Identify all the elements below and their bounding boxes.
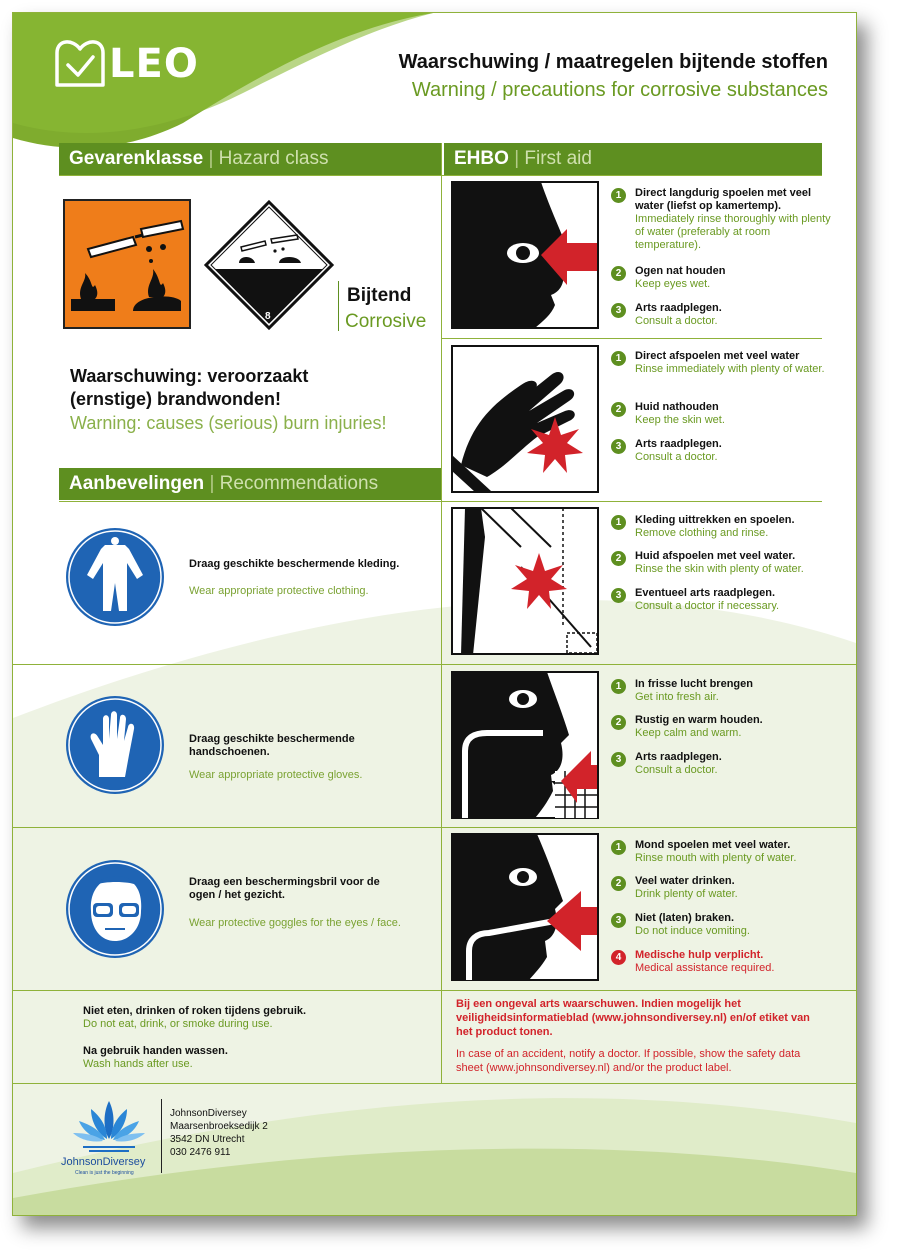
accident-notice-en: In case of an accident, notify a doctor. If possible, show the safety data sheet (www.johnsondiversey.nl) and/or the product label. xyxy=(456,1048,801,1074)
recommendations-band: Aanbevelingen | Recommendations xyxy=(59,468,441,500)
leo-logo-text: LEO xyxy=(109,41,199,87)
divider xyxy=(13,990,856,991)
first-aid-step: 3 Arts raadplegen. Consult a doctor. xyxy=(611,751,831,777)
recommendation-3-en: Wear protective goggles for the eyes / face. xyxy=(189,917,401,929)
recommendation-1-nl: Draag geschikte beschermende kleding. xyxy=(189,558,400,570)
divider xyxy=(59,501,822,502)
first-aid-step: 1 Direct langdurig spoelen met veel water (liefst op kamertemp). Immediately rinse thoroughly with plenty of water (preferably at room temperature). xyxy=(611,187,831,252)
recommendation-3-nl: Draag een beschermingsbril voor de ogen / het gezicht. xyxy=(189,876,380,901)
first-aid-step: 3 Arts raadplegen. Consult a doctor. xyxy=(611,302,831,328)
skin-contact-hand-icon xyxy=(451,345,599,493)
divider xyxy=(338,281,339,331)
recommendation-2-en: Wear appropriate protective gloves. xyxy=(189,769,363,781)
first-aid-step: 3 Eventueel arts raadplegen. Consult a doctor if necessary. xyxy=(611,587,831,613)
recommendation-1-en: Wear appropriate protective clothing. xyxy=(189,585,369,597)
inhalation-icon xyxy=(451,671,599,819)
rule-wash-hands-nl: Na gebruik handen wassen. xyxy=(83,1045,228,1057)
divider xyxy=(59,175,822,176)
divider xyxy=(441,338,822,339)
hazard-class-en: Corrosive xyxy=(345,311,427,332)
first-aid-step: 1 In frisse lucht brengen Get into fresh air. xyxy=(611,678,831,704)
diamond-class-number: 8 xyxy=(265,311,271,322)
accident-notice-nl: Bij een ongeval arts waarschuwen. Indien mogelijk het veiligheidsinformatieblad (www.johnsondiversey.nl) en/of etiket van het product tonen. xyxy=(456,998,810,1038)
first-aid-step: 2 Rustig en warm houden. Keep calm and warm. xyxy=(611,714,831,740)
company-address: JohnsonDiversey Maarsenbroeksedijk 2 3542 DN Utrecht 030 2476 911 xyxy=(170,1108,268,1158)
divider xyxy=(13,664,856,665)
first-aid-step: 1 Direct afspoelen met veel water Rinse immediately with plenty of water. xyxy=(611,350,831,376)
first-aid-step: 2 Huid nathouden Keep the skin wet. xyxy=(611,401,831,427)
first-aid-step: 3 Niet (laten) braken. Do not induce vomiting. xyxy=(611,912,831,938)
warning-text-nl: Waarschuwing: veroorzaakt (ernstige) brandwonden! xyxy=(70,366,309,409)
company-tagline: Clean is just the beginning xyxy=(75,1170,134,1176)
page-title-en: Warning / precautions for corrosive substances xyxy=(411,79,828,101)
first-aid-step: 1 Mond spoelen met veel water. Rinse mouth with plenty of water. xyxy=(611,839,831,865)
protective-gloves-icon xyxy=(65,695,165,795)
divider xyxy=(13,1083,856,1084)
clothing-contact-icon xyxy=(451,507,599,655)
rule-no-eating-nl: Niet eten, drinken of roken tijdens gebruik. xyxy=(83,1005,307,1017)
rule-no-eating-en: Do not eat, drink, or smoke during use. xyxy=(83,1018,273,1030)
protective-goggles-icon xyxy=(65,859,165,959)
first-aid-step-critical: 4 Medische hulp verplicht. Medical assistance required. xyxy=(611,949,831,975)
eye-contact-icon xyxy=(451,181,599,329)
protective-clothing-icon xyxy=(65,527,165,627)
first-aid-step: 2 Huid afspoelen met veel water. Rinse the skin with plenty of water. xyxy=(611,550,831,576)
first-aid-step: 2 Veel water drinken. Drink plenty of water. xyxy=(611,875,831,901)
ingestion-icon xyxy=(451,833,599,981)
first-aid-step: 3 Arts raadplegen. Consult a doctor. xyxy=(611,438,831,464)
corrosive-orange-symbol-icon xyxy=(63,199,191,329)
leo-logo-icon xyxy=(53,37,107,89)
safety-poster xyxy=(12,12,857,1216)
column-divider xyxy=(441,143,442,1083)
divider xyxy=(161,1099,162,1173)
divider xyxy=(13,827,856,828)
company-name-logo: JohnsonDiversey xyxy=(61,1156,146,1168)
first-aid-step: 2 Ogen nat houden Keep eyes wet. xyxy=(611,265,831,291)
hazard-class-band: Gevarenklasse | Hazard class xyxy=(59,143,441,175)
first-aid-step: 1 Kleding uittrekken en spoelen. Remove clothing and rinse. xyxy=(611,514,831,540)
recommendation-2-nl: Draag geschikte beschermende handschoenen. xyxy=(189,733,355,758)
hazard-class-nl: Bijtend xyxy=(347,285,412,306)
warning-text-en: Warning: causes (serious) burn injuries! xyxy=(70,413,387,433)
first-aid-band: EHBO | First aid xyxy=(444,143,822,175)
johnsondiversey-logo-icon xyxy=(69,1093,149,1155)
page-title-nl: Waarschuwing / maatregelen bijtende stoffen xyxy=(398,51,828,73)
rule-wash-hands-en: Wash hands after use. xyxy=(83,1058,193,1070)
